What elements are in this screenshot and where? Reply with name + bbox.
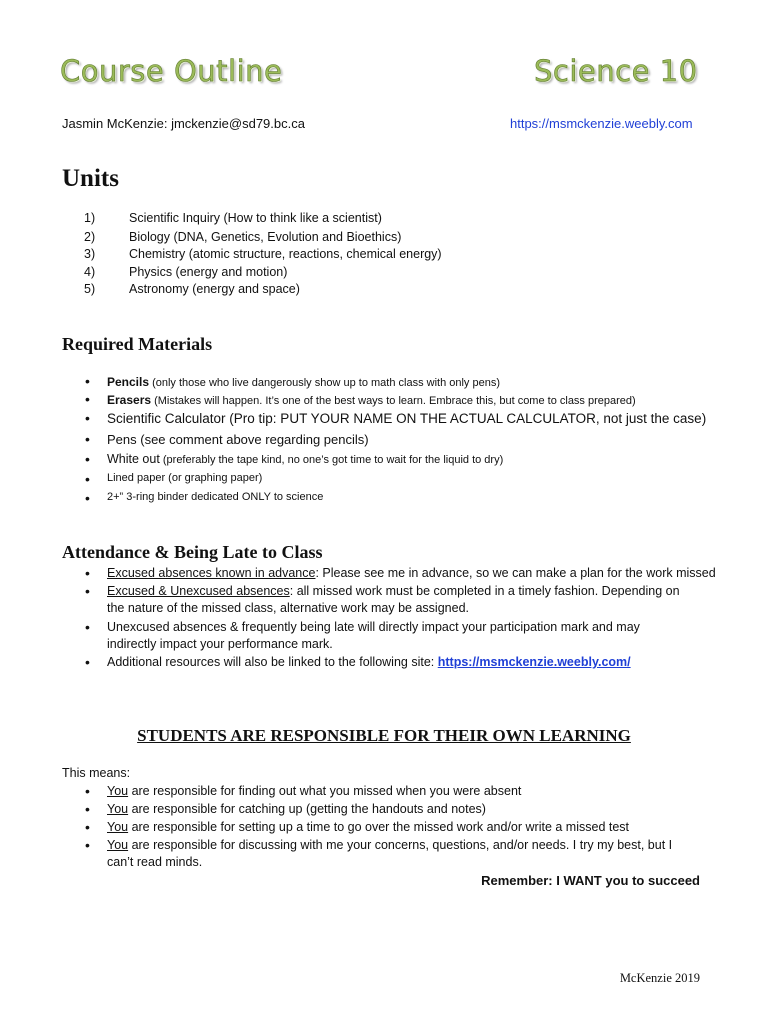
bullet-icon: •: [85, 451, 90, 467]
list-item-continuation: the nature of the missed class, alternative work may be assigned.: [107, 601, 469, 615]
list-item: You are responsible for finding out what you missed when you were absent: [107, 784, 522, 798]
bullet-icon: •: [85, 471, 90, 487]
list-item-continuation: indirectly impact your performance mark.: [107, 637, 333, 651]
bullet-icon: •: [85, 837, 90, 853]
list-item: Scientific Calculator (Pro tip: PUT YOUR NAME ON THE ACTUAL CALCULATOR, not just the case): [107, 411, 707, 426]
bullet-icon: •: [85, 619, 90, 635]
list-item: Additional resources will also be linked to the following site: https://msmckenzie.weebly.com/: [107, 655, 631, 669]
remember-note: Remember: I WANT you to succeed: [481, 873, 700, 888]
unit-number: 5): [84, 282, 96, 296]
materials-heading: Required Materials: [62, 334, 213, 354]
list-item: Excused absences known in advance: Please see me in advance, so we can make a plan for the work missed: [107, 566, 716, 580]
units-heading: Units: [62, 165, 119, 192]
bullet-icon: •: [85, 565, 90, 581]
list-item: 2+” 3-ring binder dedicated ONLY to science: [107, 491, 324, 503]
list-item: You are responsible for catching up (getting the handouts and notes): [107, 802, 486, 816]
unit-item: Chemistry (atomic structure, reactions, chemical energy): [129, 247, 442, 261]
bullet-icon: •: [85, 373, 90, 389]
attendance-heading: Attendance & Being Late to Class: [62, 542, 323, 562]
teacher-contact: Jasmin McKenzie: jmckenzie@sd79.bc.ca: [62, 116, 305, 131]
bullet-icon: •: [85, 391, 90, 407]
unit-item: Biology (DNA, Genetics, Evolution and Bioethics): [129, 230, 402, 244]
bullet-icon: •: [85, 431, 90, 447]
course-outline-title: Course Outline: [60, 54, 283, 88]
unit-item: Scientific Inquiry (How to think like a scientist): [129, 211, 382, 225]
list-item: Pencils (only those who live dangerously show up to math class with only pens): [107, 375, 500, 389]
bullet-icon: •: [85, 583, 90, 599]
unit-item: Astronomy (energy and space): [129, 282, 300, 296]
bullet-icon: •: [85, 654, 90, 670]
list-item: White out (preferably the tape kind, no one’s got time to wait for the liquid to dry): [107, 452, 504, 466]
list-item: Unexcused absences & frequently being late will directly impact your participation mark and may: [107, 620, 640, 634]
bullet-icon: •: [85, 490, 90, 506]
list-item: Excused & Unexcused absences: all missed work must be completed in a timely fashion. Depending on: [107, 584, 680, 598]
unit-number: 3): [84, 247, 96, 261]
list-item-continuation: can’t read minds.: [107, 855, 203, 869]
bullet-icon: •: [85, 410, 90, 426]
bullet-icon: •: [85, 783, 90, 799]
this-means-label: This means:: [62, 766, 131, 780]
responsibility-banner: STUDENTS ARE RESPONSIBLE FOR THEIR OWN LEARNING: [137, 726, 631, 745]
list-item: You are responsible for discussing with me your concerns, questions, and/or needs. I try my best, but I: [107, 838, 673, 852]
resources-link[interactable]: https://msmckenzie.weebly.com/: [437, 655, 631, 669]
list-item: Pens (see comment above regarding pencils): [107, 432, 369, 447]
unit-item: Physics (energy and motion): [129, 265, 288, 279]
bullet-icon: •: [85, 819, 90, 835]
website-link[interactable]: https://msmckenzie.weebly.com: [510, 116, 693, 131]
science-10-title: Science 10: [534, 54, 698, 88]
list-item: Lined paper (or graphing paper): [107, 472, 263, 484]
unit-number: 2): [84, 230, 96, 244]
unit-number: 4): [84, 265, 96, 279]
footer-credit: McKenzie 2019: [619, 971, 700, 985]
list-item: Erasers (Mistakes will happen. It’s one of the best ways to learn. Embrace this, but come to class prepared): [107, 393, 636, 407]
list-item: You are responsible for setting up a time to go over the missed work and/or write a missed test: [107, 820, 630, 834]
bullet-icon: •: [85, 801, 90, 817]
unit-number: 1): [84, 211, 96, 225]
